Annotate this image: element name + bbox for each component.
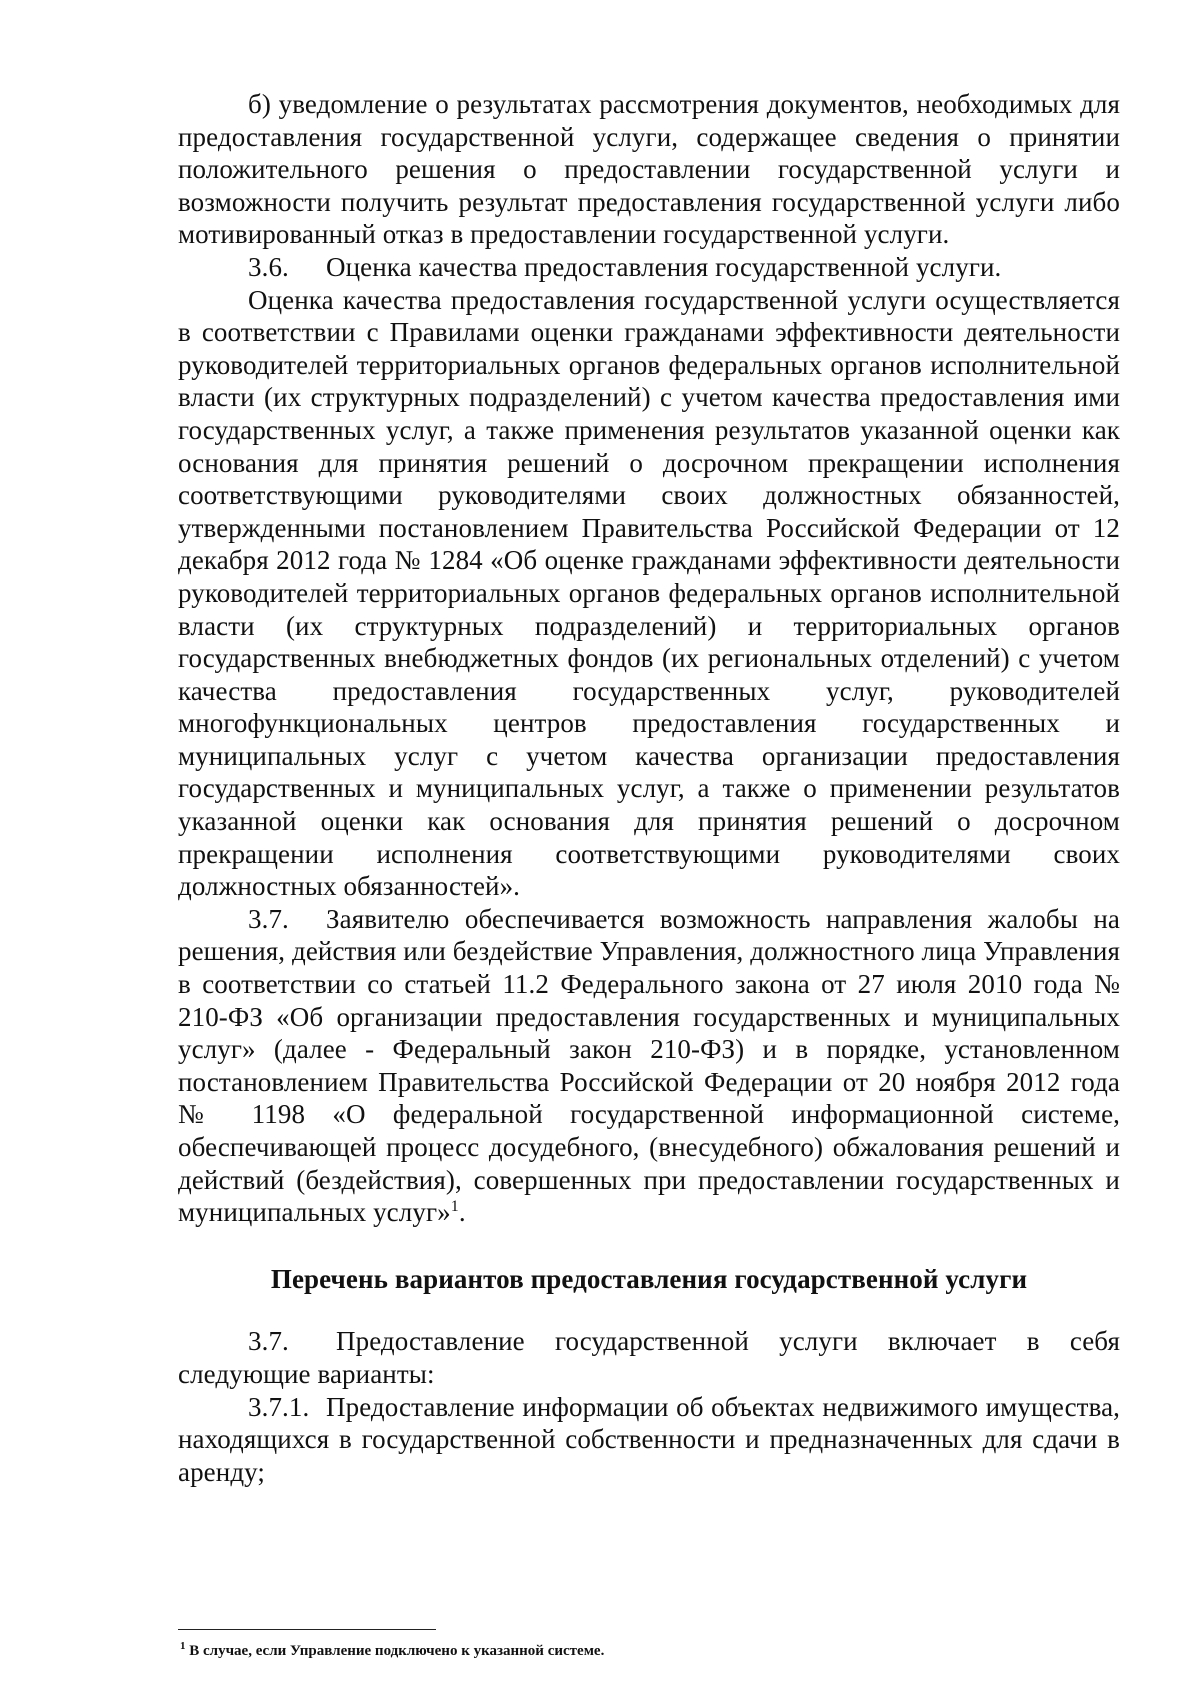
footnote-text: В случае, если Управление подключено к указанной системе. [189, 1643, 605, 1659]
footnote [180, 1642, 1080, 1660]
paragraph-quality-assessment: Оценка качества предоставления государственной услуги осуществляется в соответствии с Правилами оценки гражданами эффективности деятельности руководителей территориальных органов федеральных органов исполнительной власти (их структурных подразделений) с учетом качества предоставления ими государственных услуг, а также применения результатов указанной оценки как основания для принятия решений о досрочном прекращении исполнения соответствующими руководителями своих должностных обязанностей, утвержденными постановлением Правительства Российской Федерации от 12 декабря 2012 года № 1284 «Об оценке гражданами эффективности деятельности руководителей территориальных органов федеральных органов исполнительной власти (их структурных подразделений) и территориальных органов государственных внебюджетных фондов (их региональных отделений) с учетом качества предоставления государственных услуг, руководителей многофункциональных центров предоставления государственных и муниципальных услуг с учетом качества организации предоставления государственных и муниципальных услуг, а также о применении результатов указанной оценки как основания для принятия решений о досрочном прекращении исполнения соответствующими руководителями своих должностных обязанностей». [178, 284, 1120, 902]
paragraph-variants: Предоставление государственной услуги включает в себя следующие варианты: [178, 1326, 1120, 1389]
paragraph-variant-1: Предоставление информации об объектах недвижимого имущества, находящихся в государственной собственности и предназначенных для сдачи в аренду; [178, 1391, 1120, 1487]
section-3-7-1-item [178, 1391, 1120, 1489]
footnote-mark: 1 [180, 1640, 186, 1652]
document-body [178, 88, 1120, 1488]
paragraph-notification: б) уведомление о результатах рассмотрения документов, необходимых для предоставления государственной услуги, содержащее сведения о принятии положительного решения о предоставлении государственной услуги и возможности получить результат предоставления государственной услуги либо мотивированный отказ в предоставлении государственной услуги. [178, 89, 1120, 250]
paragraph-complaint: Заявителю обеспечивается возможность направления жалобы на решения, действия или бездействие Управления, должностного лица Управления в соответствии со статьей 11.2 Федерального закона от 27 июля 2010 года № 210-ФЗ «Об организации предоставления государственных и муниципальных услуг» (далее - Федеральный закон 210-ФЗ) и в порядке, установленном постановлением Правительства Российской Федерации от 20 ноября 2012 года № 1198 «О федеральной государственной информационной системе, обеспечивающей процесс досудебного, (внесудебного) обжалования решений и действий (бездействия), совершенных при предоставлении государственных и муниципальных услуг» [178, 903, 1120, 1228]
section-number: 3.6. [248, 251, 289, 282]
footnote-separator [178, 1629, 436, 1630]
section-number: 3.7. [248, 1326, 289, 1357]
section-3-7-variants [178, 1325, 1120, 1390]
section-3-6-title [178, 251, 1120, 284]
section-heading: Перечень вариантов предоставления государственной услуги [270, 1263, 1028, 1294]
section-3-7-complaint [178, 903, 1120, 1229]
section-title: Оценка качества предоставления государственной услуги. [326, 251, 1002, 282]
paragraph-end: . [458, 1197, 466, 1228]
section-number: 3.7.1. [248, 1391, 310, 1422]
section-number: 3.7. [248, 903, 289, 934]
footnote-reference: 1 [450, 1198, 459, 1216]
